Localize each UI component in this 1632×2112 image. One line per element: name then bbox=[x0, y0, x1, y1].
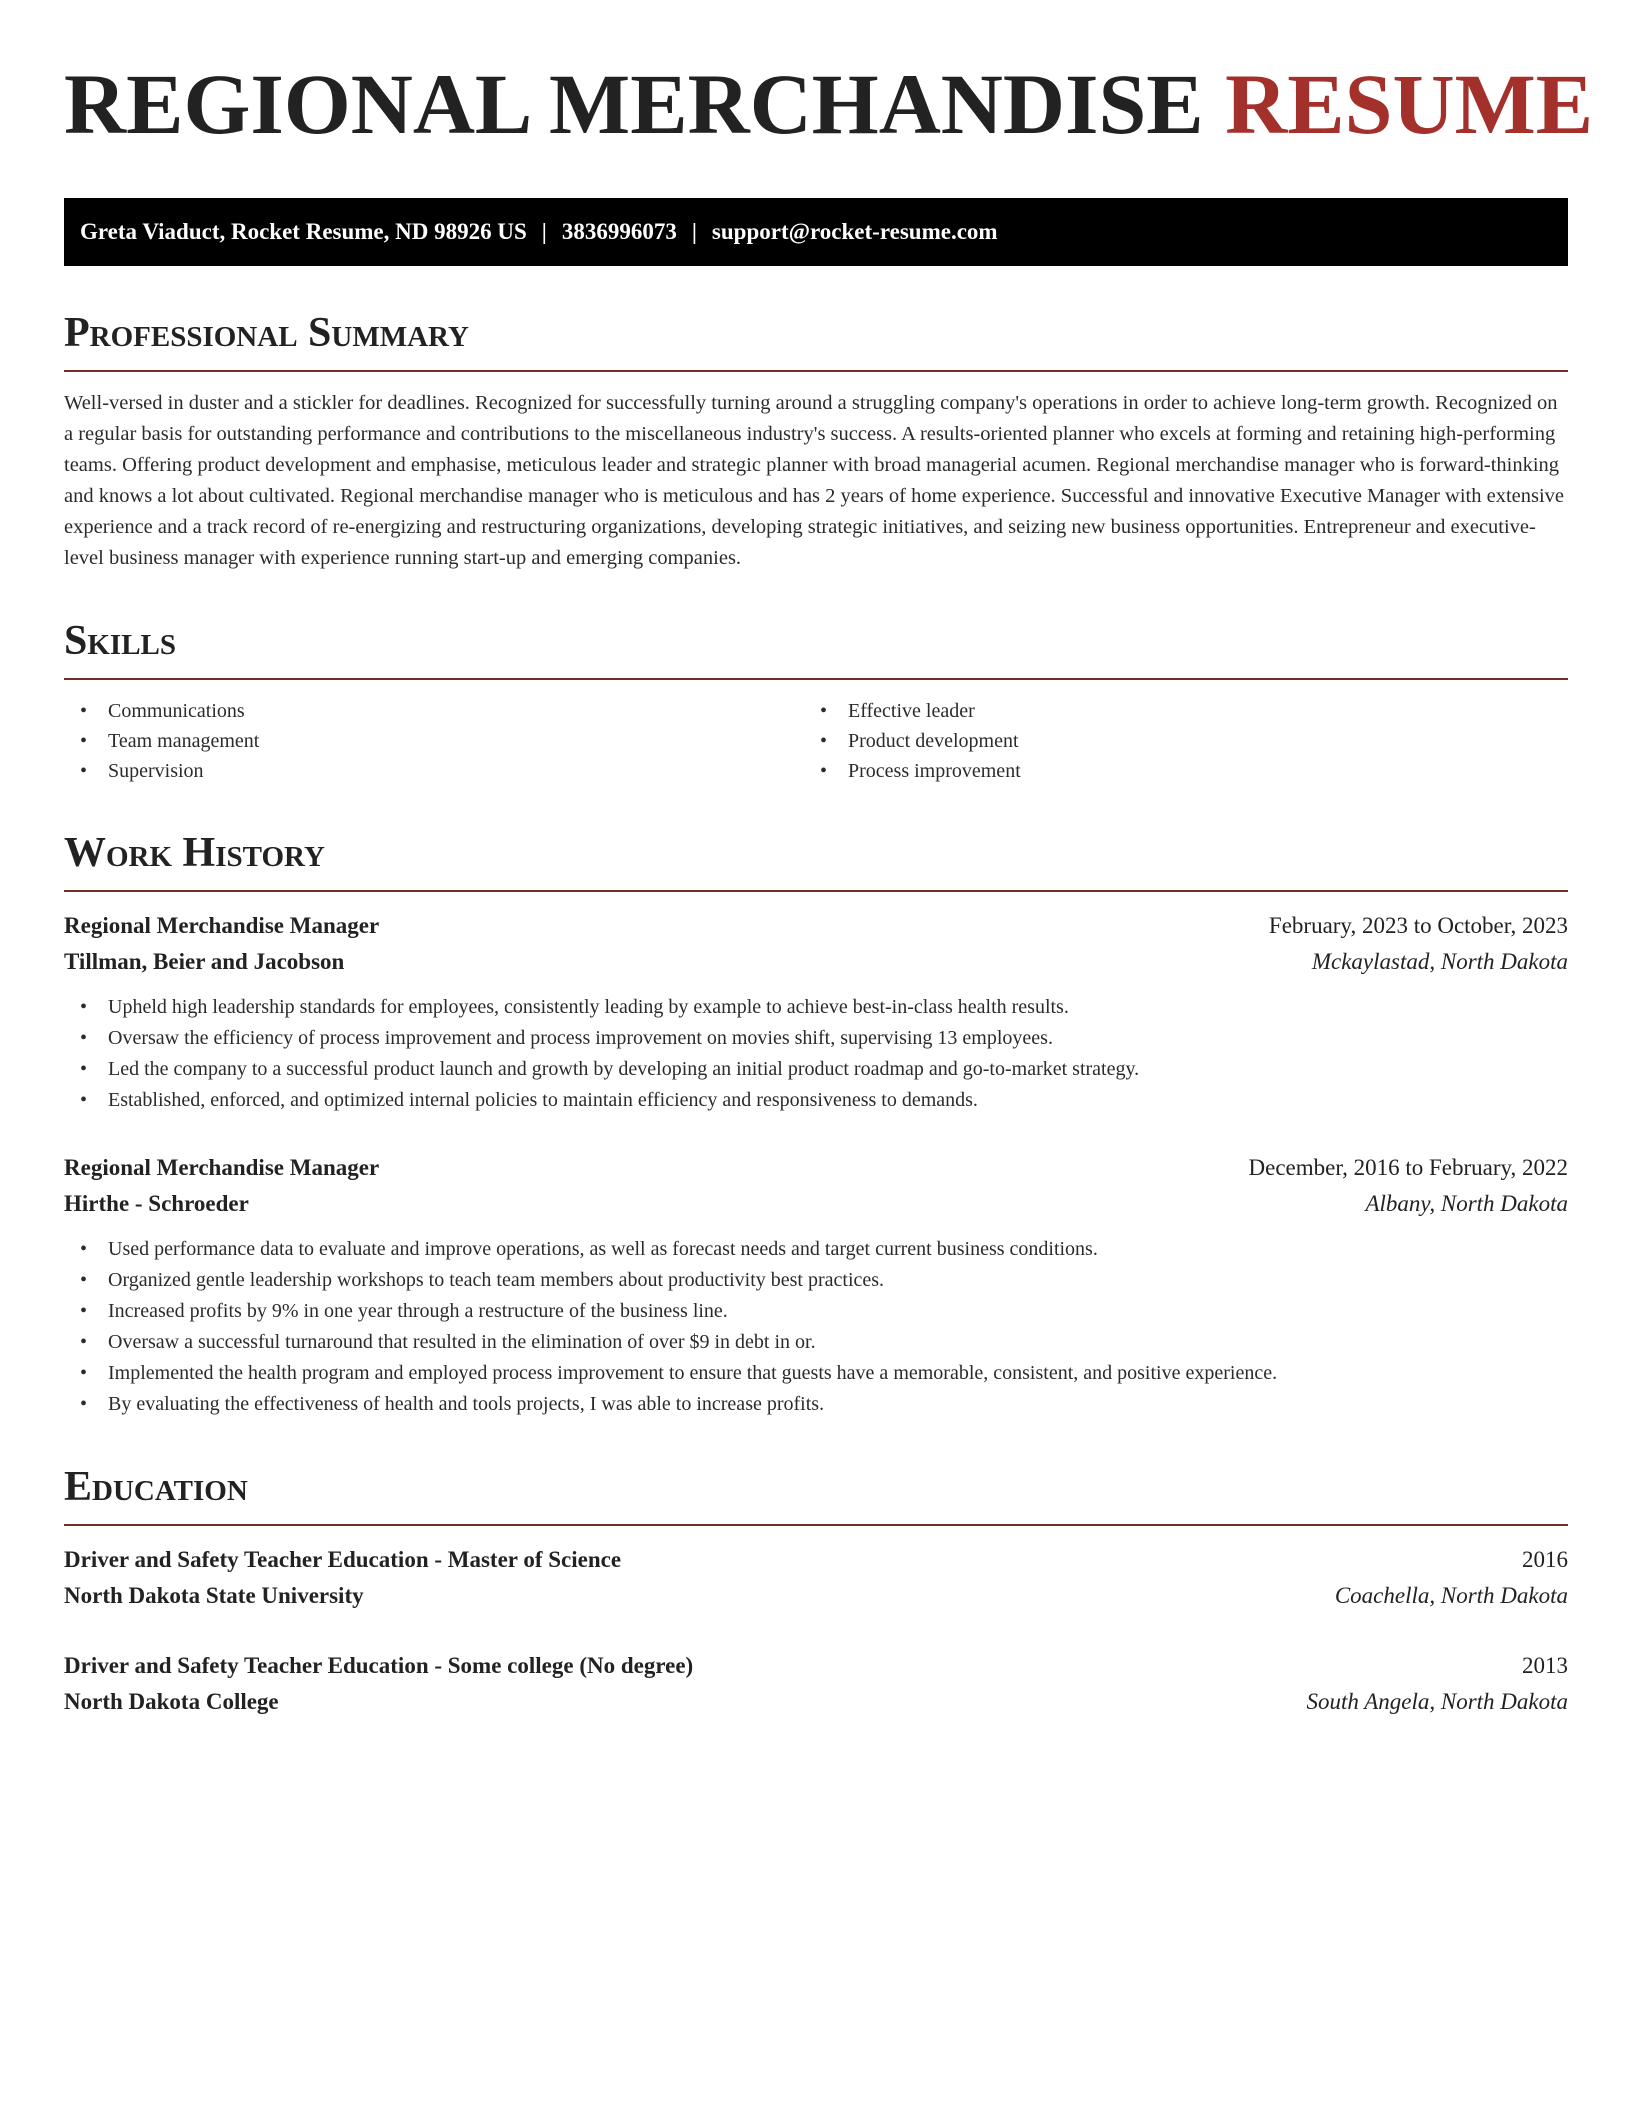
skill-item: • Supervision bbox=[64, 756, 804, 786]
contact-separator: | bbox=[541, 219, 547, 244]
education-entry bbox=[64, 1542, 1568, 1614]
job-duties bbox=[64, 1234, 1568, 1420]
duty-item: • Oversaw a successful turnaround that resulted in the elimination of over $9 in debt in or. bbox=[64, 1327, 1568, 1358]
duty-item: • Used performance data to evaluate and improve operations, as well as forecast needs and target current business conditions. bbox=[64, 1234, 1568, 1265]
education-school-row bbox=[64, 1684, 1568, 1720]
skill-item: • Product development bbox=[804, 726, 1544, 756]
contact-email[interactable]: support@rocket-resume.com bbox=[711, 219, 998, 244]
resume-title bbox=[64, 52, 1594, 156]
skill-item: • Communications bbox=[64, 696, 804, 726]
education-heading: Education bbox=[64, 1464, 1568, 1526]
job-company: Hirthe - Schroeder bbox=[64, 1191, 249, 1216]
education-school: North Dakota College bbox=[64, 1689, 279, 1714]
duty-item: • Increased profits by 9% in one year through a restructure of the business line. bbox=[64, 1296, 1568, 1327]
job-dates: February, 2023 to October, 2023 bbox=[1268, 913, 1568, 938]
skill-item: • Process improvement bbox=[804, 756, 1544, 786]
education-degree: Driver and Safety Teacher Education - Some college (No degree) bbox=[64, 1653, 694, 1678]
duty-item: • Upheld high leadership standards for employees, consistently leading by example to achieve best-in-class health results. bbox=[64, 992, 1568, 1023]
job-position: Regional Merchandise Manager bbox=[64, 913, 380, 938]
job-company-row bbox=[64, 944, 1568, 980]
duty-item: • Organized gentle leadership workshops to teach team members about productivity best practices. bbox=[64, 1265, 1568, 1296]
skills-list bbox=[64, 696, 1568, 786]
skill-item: • Effective leader bbox=[804, 696, 1544, 726]
duty-item: • Established, enforced, and optimized internal policies to maintain efficiency and responsiveness to demands. bbox=[64, 1085, 1568, 1116]
contact-bar bbox=[64, 198, 1568, 266]
summary-heading: Professional Summary bbox=[64, 310, 1568, 372]
skills-heading: Skills bbox=[64, 618, 1568, 680]
education-degree: Driver and Safety Teacher Education - Master of Science bbox=[64, 1547, 622, 1572]
job-dates: December, 2016 to February, 2022 bbox=[1248, 1155, 1568, 1180]
job-entry bbox=[64, 1150, 1568, 1420]
education-section bbox=[64, 1464, 1568, 1720]
education-school-row bbox=[64, 1578, 1568, 1614]
education-degree-row bbox=[64, 1542, 1568, 1578]
skill-item: • Team management bbox=[64, 726, 804, 756]
skills-section bbox=[64, 618, 1568, 786]
work-history-heading: Work History bbox=[64, 830, 1568, 892]
job-header-row bbox=[64, 908, 1568, 944]
work-history-section bbox=[64, 830, 1568, 1420]
education-year: 2013 bbox=[1522, 1653, 1568, 1678]
job-header-row bbox=[64, 1150, 1568, 1186]
job-location: Albany, North Dakota bbox=[1365, 1191, 1568, 1216]
job-company-row bbox=[64, 1186, 1568, 1222]
summary-section bbox=[64, 310, 1568, 574]
duty-item: • Implemented the health program and employed process improvement to ensure that guests have a memorable, consistent, and positive experience. bbox=[64, 1358, 1568, 1389]
job-company: Tillman, Beier and Jacobson bbox=[64, 949, 345, 974]
duty-item: • By evaluating the effectiveness of health and tools projects, I was able to increase profits. bbox=[64, 1389, 1568, 1420]
contact-phone: 3836996073 bbox=[561, 219, 677, 244]
skills-column-left bbox=[64, 696, 804, 786]
contact-separator: | bbox=[691, 219, 697, 244]
education-entry bbox=[64, 1648, 1568, 1720]
job-entry bbox=[64, 908, 1568, 1116]
education-location: Coachella, North Dakota bbox=[1334, 1583, 1568, 1608]
title-main: REGIONAL MERCHANDISE bbox=[64, 56, 1204, 152]
summary-text: Well-versed in duster and a stickler for deadlines. Recognized for successfully turning around a struggling company's operations in order to achieve long-term growth. Recognized on a regular basis for outstanding performance and contributions to the miscellaneous industry's success. A results-oriented planner who excels at forming and retaining high-performing teams. Offering product development and emphasise, meticulous leader and strategic planner with broad managerial acumen. Regional merchandise manager who is forward-thinking and knows a lot about cultivated. Regional merchandise manager who is meticulous and has 2 years of home experience. Successful and innovative Executive Manager with extensive experience and a track record of re-energizing and restructuring organizations, developing strategic initiatives, and seizing new business opportunities. Entrepreneur and executive-level business manager with experience running start-up and emerging companies. bbox=[64, 392, 1565, 569]
education-degree-row bbox=[64, 1648, 1568, 1684]
job-duties bbox=[64, 992, 1568, 1116]
job-location: Mckaylastad, North Dakota bbox=[1311, 949, 1568, 974]
skills-column-right bbox=[804, 696, 1544, 786]
education-year: 2016 bbox=[1522, 1547, 1568, 1572]
education-location: South Angela, North Dakota bbox=[1306, 1689, 1568, 1714]
education-school: North Dakota State University bbox=[64, 1583, 364, 1608]
title-accent: RESUME bbox=[1225, 56, 1594, 152]
contact-address: Greta Viaduct, Rocket Resume, ND 98926 US bbox=[80, 219, 527, 244]
duty-item: • Oversaw the efficiency of process improvement and process improvement on movies shift, supervising 13 employees. bbox=[64, 1023, 1568, 1054]
job-position: Regional Merchandise Manager bbox=[64, 1155, 380, 1180]
duty-item: • Led the company to a successful product launch and growth by developing an initial product roadmap and go-to-market strategy. bbox=[64, 1054, 1568, 1085]
